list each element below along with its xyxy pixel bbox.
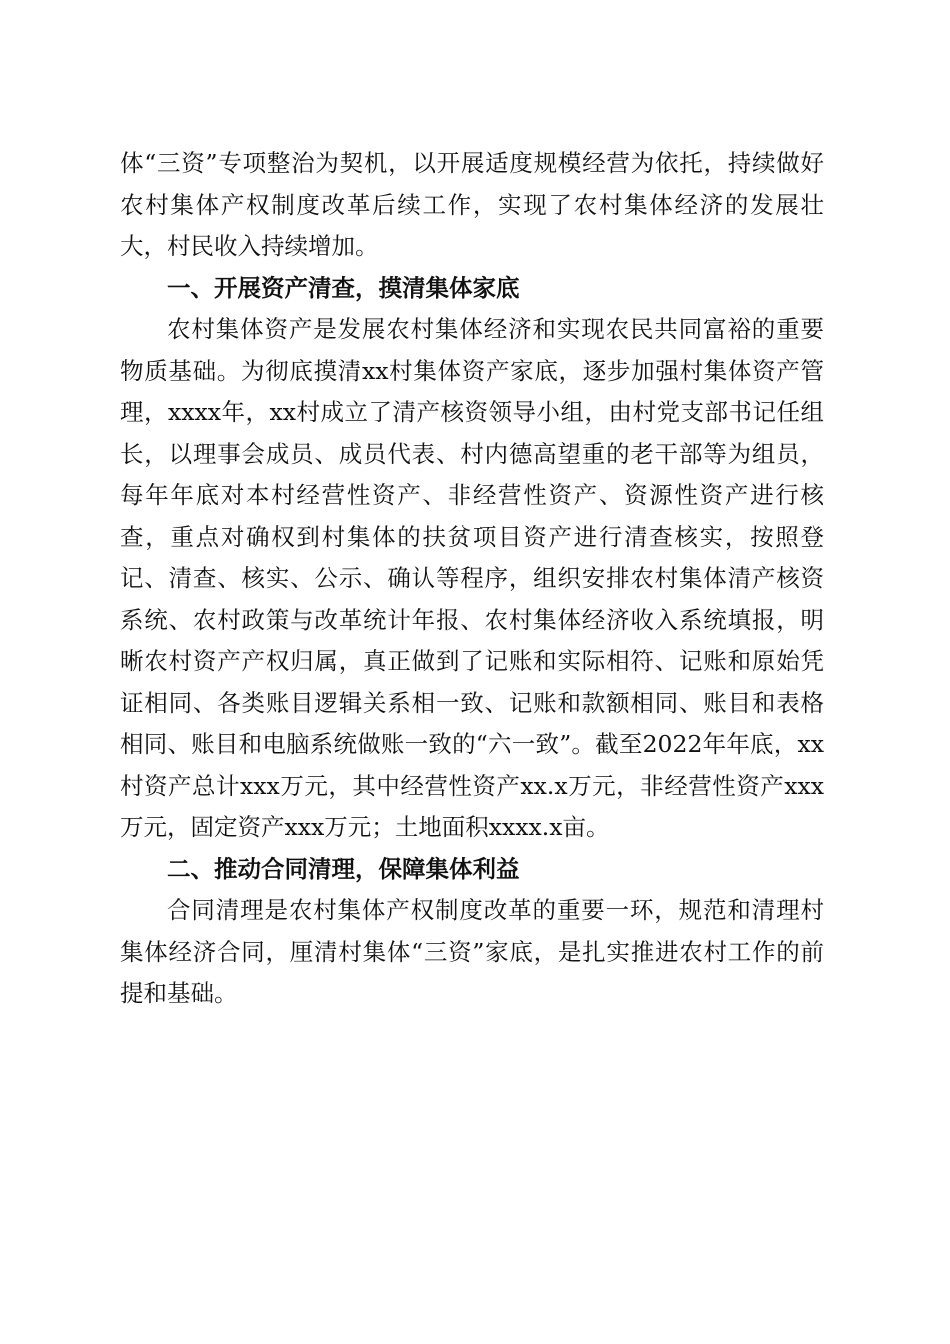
- intro-paragraph: 体“三资”专项整治为契机，以开展适度规模经营为依托，持续做好农村集体产权制度改革后续工作，实现了农村集体经济的发展壮大，村民收入持续增加。: [120, 149, 824, 260]
- section-1-heading: 一、开展资产清查，摸清集体家底: [167, 273, 520, 302]
- section-2-heading: 二、推动合同清理，保障集体利益: [167, 854, 520, 883]
- section-2-paragraph: 合同清理是农村集体产权制度改革的重要一环，规范和清理村集体经济合同，厘清村集体“三资”家底，是扎实推进农村工作的前提和基础。: [120, 896, 824, 1007]
- section-1-paragraph: 农村集体资产是发展农村集体经济和实现农民共同富裕的重要物质基础。为彻底摸清xx村集体资产家底，逐步加强村集体资产管理，xxxx年，xx村成立了清产核资领导小组，由村党支部书记任组长，以理事会成员、成员代表、村内德高望重的老干部等为组员，每年年底对本村经营性资产、非经营性资产、资源性资产进行核查，重点对确权到村集体的扶贫项目资产进行清查核实，按照登记、清查、核实、公示、确认等程序，组织安排农村集体清产核资系统、农村政策与改革统计年报、农村集体经济收入系统填报，明晰农村资产产权归属，真正做到了记账和实际相符、记账和原始凭证相同、各类账目逻辑关系相一致、记账和款额相同、账目和表格相同、账目和电脑系统做账一致的“六一致”。截至2022年年底，xx村资产总计xxx万元，其中经营性资产xx.x万元，非经营性资产xxx万元，固定资产xxx万元；土地面积xxxx.x亩。: [120, 315, 824, 841]
- document-body: [120, 143, 824, 1015]
